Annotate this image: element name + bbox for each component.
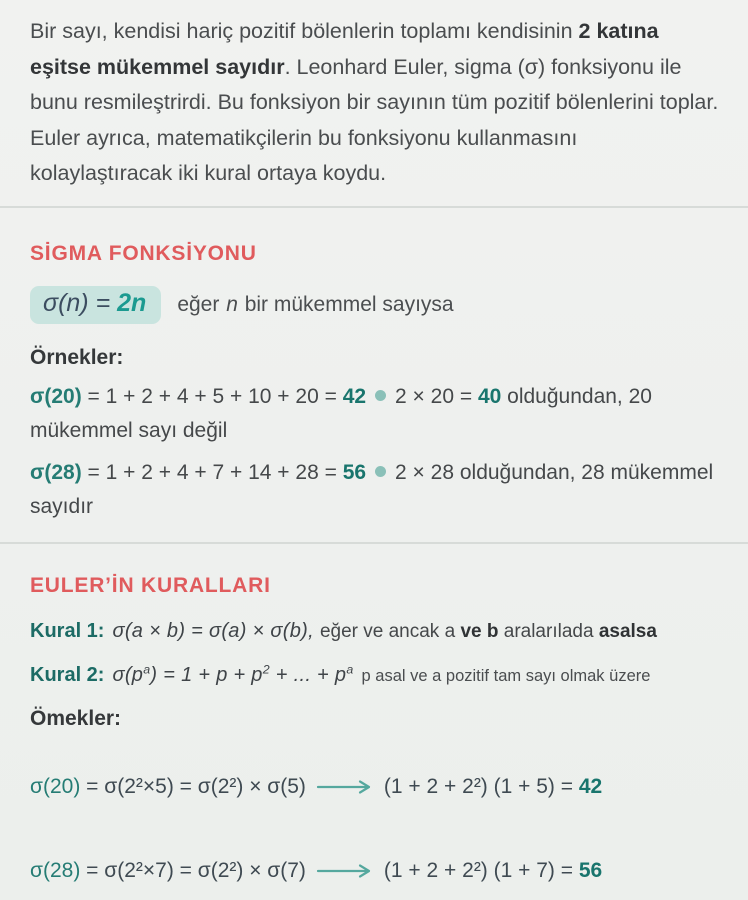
conclusion-text: 2 × 28 olduğundan, 28 mükemmel sayıdır: [30, 460, 714, 518]
sigma-call: σ(28): [30, 460, 82, 484]
intro-text-bold: 2 katına eşitse mükemmel sayıdır: [30, 19, 659, 79]
sum-result: 42: [342, 384, 367, 408]
sigma-call: σ(20): [30, 384, 82, 408]
sigma-section-heading: SİGMA FONKSİYONU: [30, 241, 257, 265]
sigma-call: σ(28): [30, 859, 81, 883]
rule-1-formula: σ(a × b) = σ(a) × σ(b),: [112, 619, 314, 642]
formula-text: σ(p: [112, 664, 144, 687]
divisor-expansion: = 1 + 2 + 4 + 5 + 10 + 20 =: [81, 384, 343, 408]
long-right-arrow-icon: [316, 778, 374, 796]
formula-condition: [177, 293, 453, 317]
intro-paragraph: [30, 14, 720, 192]
sigma-formula-row: [30, 286, 720, 324]
exponent: 2: [262, 662, 270, 677]
final-result: 56: [578, 859, 603, 883]
euler-examples-label: Ömekler:: [30, 707, 122, 731]
sigma-example-2: [30, 456, 720, 524]
section-divider: [0, 206, 748, 208]
conclusion-text: olduğundan, 20 mükemmel sayı değil: [30, 384, 652, 442]
rule-2-formula: [112, 664, 353, 686]
rule-1-note: [320, 621, 657, 642]
rule-note-bold: ve b: [460, 620, 499, 642]
sigma-examples-label: Örnekler:: [30, 345, 124, 369]
final-result: 42: [578, 775, 603, 799]
check-expression: 2 × 20 =: [395, 384, 478, 408]
section-divider: [0, 542, 748, 544]
condition-text: eğer: [177, 292, 226, 316]
sigma-example-1: [30, 380, 720, 448]
rule-1-label: Kural 1:: [30, 619, 105, 642]
sum-result: 56: [342, 460, 367, 484]
check-value: 40: [477, 384, 502, 408]
exponent: a: [143, 662, 151, 677]
euler-section-heading: EULER’İN KURALLARI: [30, 573, 271, 597]
bullet-dot-icon: [375, 466, 386, 477]
exponent: a: [346, 662, 354, 677]
factorization-expression: = σ(2²×5) = σ(2²) × σ(5): [80, 775, 306, 799]
bullet-dot-icon: [375, 390, 386, 401]
formula-text: ) = 1 + p + p: [150, 664, 263, 687]
rule-2-note: p asal ve a pozitif tam sayı olmak üzere: [361, 667, 651, 686]
condition-text: bir mükemmel sayıysa: [238, 292, 454, 316]
intro-text: Bir sayı, kendisi hariç pozitif bölenlerin toplamı kendisinin: [30, 19, 579, 43]
formula-lhs: σ(n) =: [43, 288, 118, 317]
rule-2-row: [30, 663, 720, 688]
factorization-expression: = σ(2²×7) = σ(2²) × σ(7): [80, 859, 306, 883]
rule-note-bold: asalsa: [598, 620, 657, 642]
product-expression: (1 + 2 + 2²) (1 + 5) =: [383, 775, 579, 799]
formula-text: + ... + p: [269, 664, 347, 687]
product-expression: (1 + 2 + 2²) (1 + 7) =: [383, 859, 579, 883]
rule-note-text: aralarılada: [498, 620, 599, 642]
divisor-expansion: = 1 + 2 + 4 + 7 + 14 + 28 =: [81, 460, 343, 484]
rule-note-text: eğer ve ancak a: [319, 620, 461, 642]
sigma-call: σ(20): [30, 775, 81, 799]
euler-example-2: [30, 859, 720, 883]
formula-highlight-box: [30, 286, 161, 324]
euler-example-1: [30, 775, 720, 799]
rule-1-row: [30, 620, 720, 643]
intro-text: . Leonhard Euler, sigma (σ) fonksiyonu ile bunu resmileştrirdi. Bu fonksiyon bir sayının tüm pozitif bölenlerini toplar. Euler ayrıca, matematikçilerin bu fonksiyonu kullanmasını kolaylaştıracak iki kural ortaya koydu.: [30, 54, 719, 185]
condition-variable: n: [226, 292, 238, 316]
rule-2-label: Kural 2:: [30, 664, 105, 687]
long-right-arrow-icon: [316, 862, 374, 880]
formula-rhs: 2n: [117, 288, 147, 317]
